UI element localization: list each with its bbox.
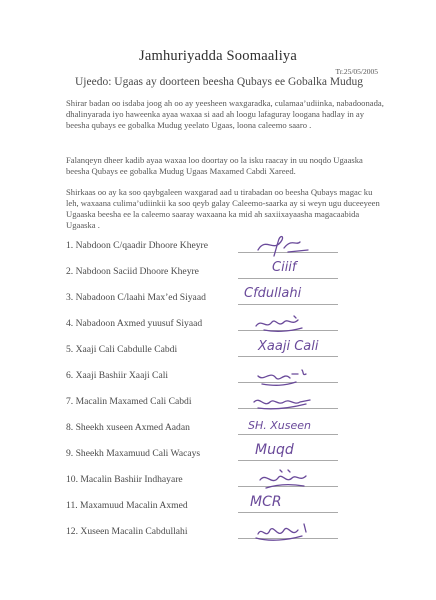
signature-line (238, 512, 338, 513)
signature-6 (244, 362, 324, 388)
signatory-name: 6. Xaaji Bashiir Xaaji Cali (66, 370, 169, 381)
signatory-row (0, 258, 436, 284)
signature-3: Cfdullahi (244, 286, 302, 301)
signatory-row (0, 310, 436, 336)
signature-12 (244, 518, 324, 544)
paragraph-2: Falanqeyn dheer kadib ayaa waxaa loo doortay oo la isku raacay in uu noqdo Ugaaska beesha Qubays ee gobalka Mudug Ugaas Maxamed Cabdi Xareed. (66, 155, 363, 176)
signatory-row (0, 492, 436, 518)
signature-7 (244, 388, 324, 414)
document-title: Jamhuriyadda Soomaaliya (138, 48, 298, 64)
signature-line (238, 460, 338, 461)
signature-4 (244, 310, 324, 336)
subject-line: Ujeedo: Ugaas ay doorteen beesha Qubays ee Gobalka Mudug (75, 76, 364, 88)
signature-9: Muqd (255, 442, 294, 458)
signatory-name: 5. Xaaji Cali Cabdulle Cabdi (66, 344, 178, 355)
signature-line (238, 304, 338, 305)
signatory-row (0, 362, 436, 388)
paragraph-3: Shirkaas oo ay ka soo qaybgaleen waxgarad aad u tirabadan oo beesha Qubays magac ku leh, waxaana culima’udiinkii ka soo qeyb galay Caleemo-saarka ay si weyn ugu duceeyeen Ugaaska beesha ee la caleemo saaray waxaana ka mid ah saxiixayaasha magacaabida Ugaaska . (66, 187, 380, 230)
signatory-row (0, 388, 436, 414)
signature-8: SH. Xuseen (248, 419, 311, 432)
signatory-name: 4. Nabadoon Axmed yuusuf Siyaad (66, 318, 203, 329)
signature-line (238, 434, 338, 435)
signatory-row (0, 336, 436, 362)
signatory-name: 1. Nabdoon C/qaadir Dhoore Kheyre (66, 240, 208, 251)
signature-10 (244, 466, 324, 492)
signatory-name: 3. Nabadoon C/laahi Max’ed Siyaad (66, 292, 206, 303)
signatory-row (0, 414, 436, 440)
signature-1 (244, 232, 324, 258)
signatory-name: 2. Nabdoon Saciid Dhoore Kheyre (66, 266, 199, 277)
signatory-row (0, 518, 436, 544)
signatory-row (0, 232, 436, 258)
signatory-name: 10. Macalin Bashiir Indhayare (66, 474, 183, 485)
signatory-name: 8. Sheekh xuseen Axmed Aadan (66, 422, 190, 433)
signatory-name: 12. Xuseen Macalin Cabdullahi (66, 526, 188, 537)
paragraph-1: Shirar badan oo isdaba joog ah oo ay yeesheen waxgaradka, culamaa’udiinka, nabadoonada, dhalinyarada iyo haweenka ayaa waxaa si aad ah loogu lafaguray loogana hadlay in ay beesha qubays ee gobalka Mudug yeelato Ugaas, loona caleemo saaro . (66, 98, 384, 130)
signature-2: Ciiif (272, 260, 297, 275)
signature-5: Xaaji Cali (258, 339, 319, 354)
signatory-name: 7. Macalin Maxamed Cali Cabdi (66, 396, 192, 407)
signatory-row (0, 466, 436, 492)
signatory-row (0, 440, 436, 466)
reference-number: Tr.25/05/2005 (335, 67, 378, 76)
signatory-name: 11. Maxamuud Macalin Axmed (66, 500, 188, 511)
signatory-name: 9. Sheekh Maxamuud Cali Wacays (66, 448, 201, 459)
signature-11: MCR (250, 494, 282, 510)
signatory-row (0, 284, 436, 310)
signature-line (238, 356, 338, 357)
signature-line (238, 278, 338, 279)
